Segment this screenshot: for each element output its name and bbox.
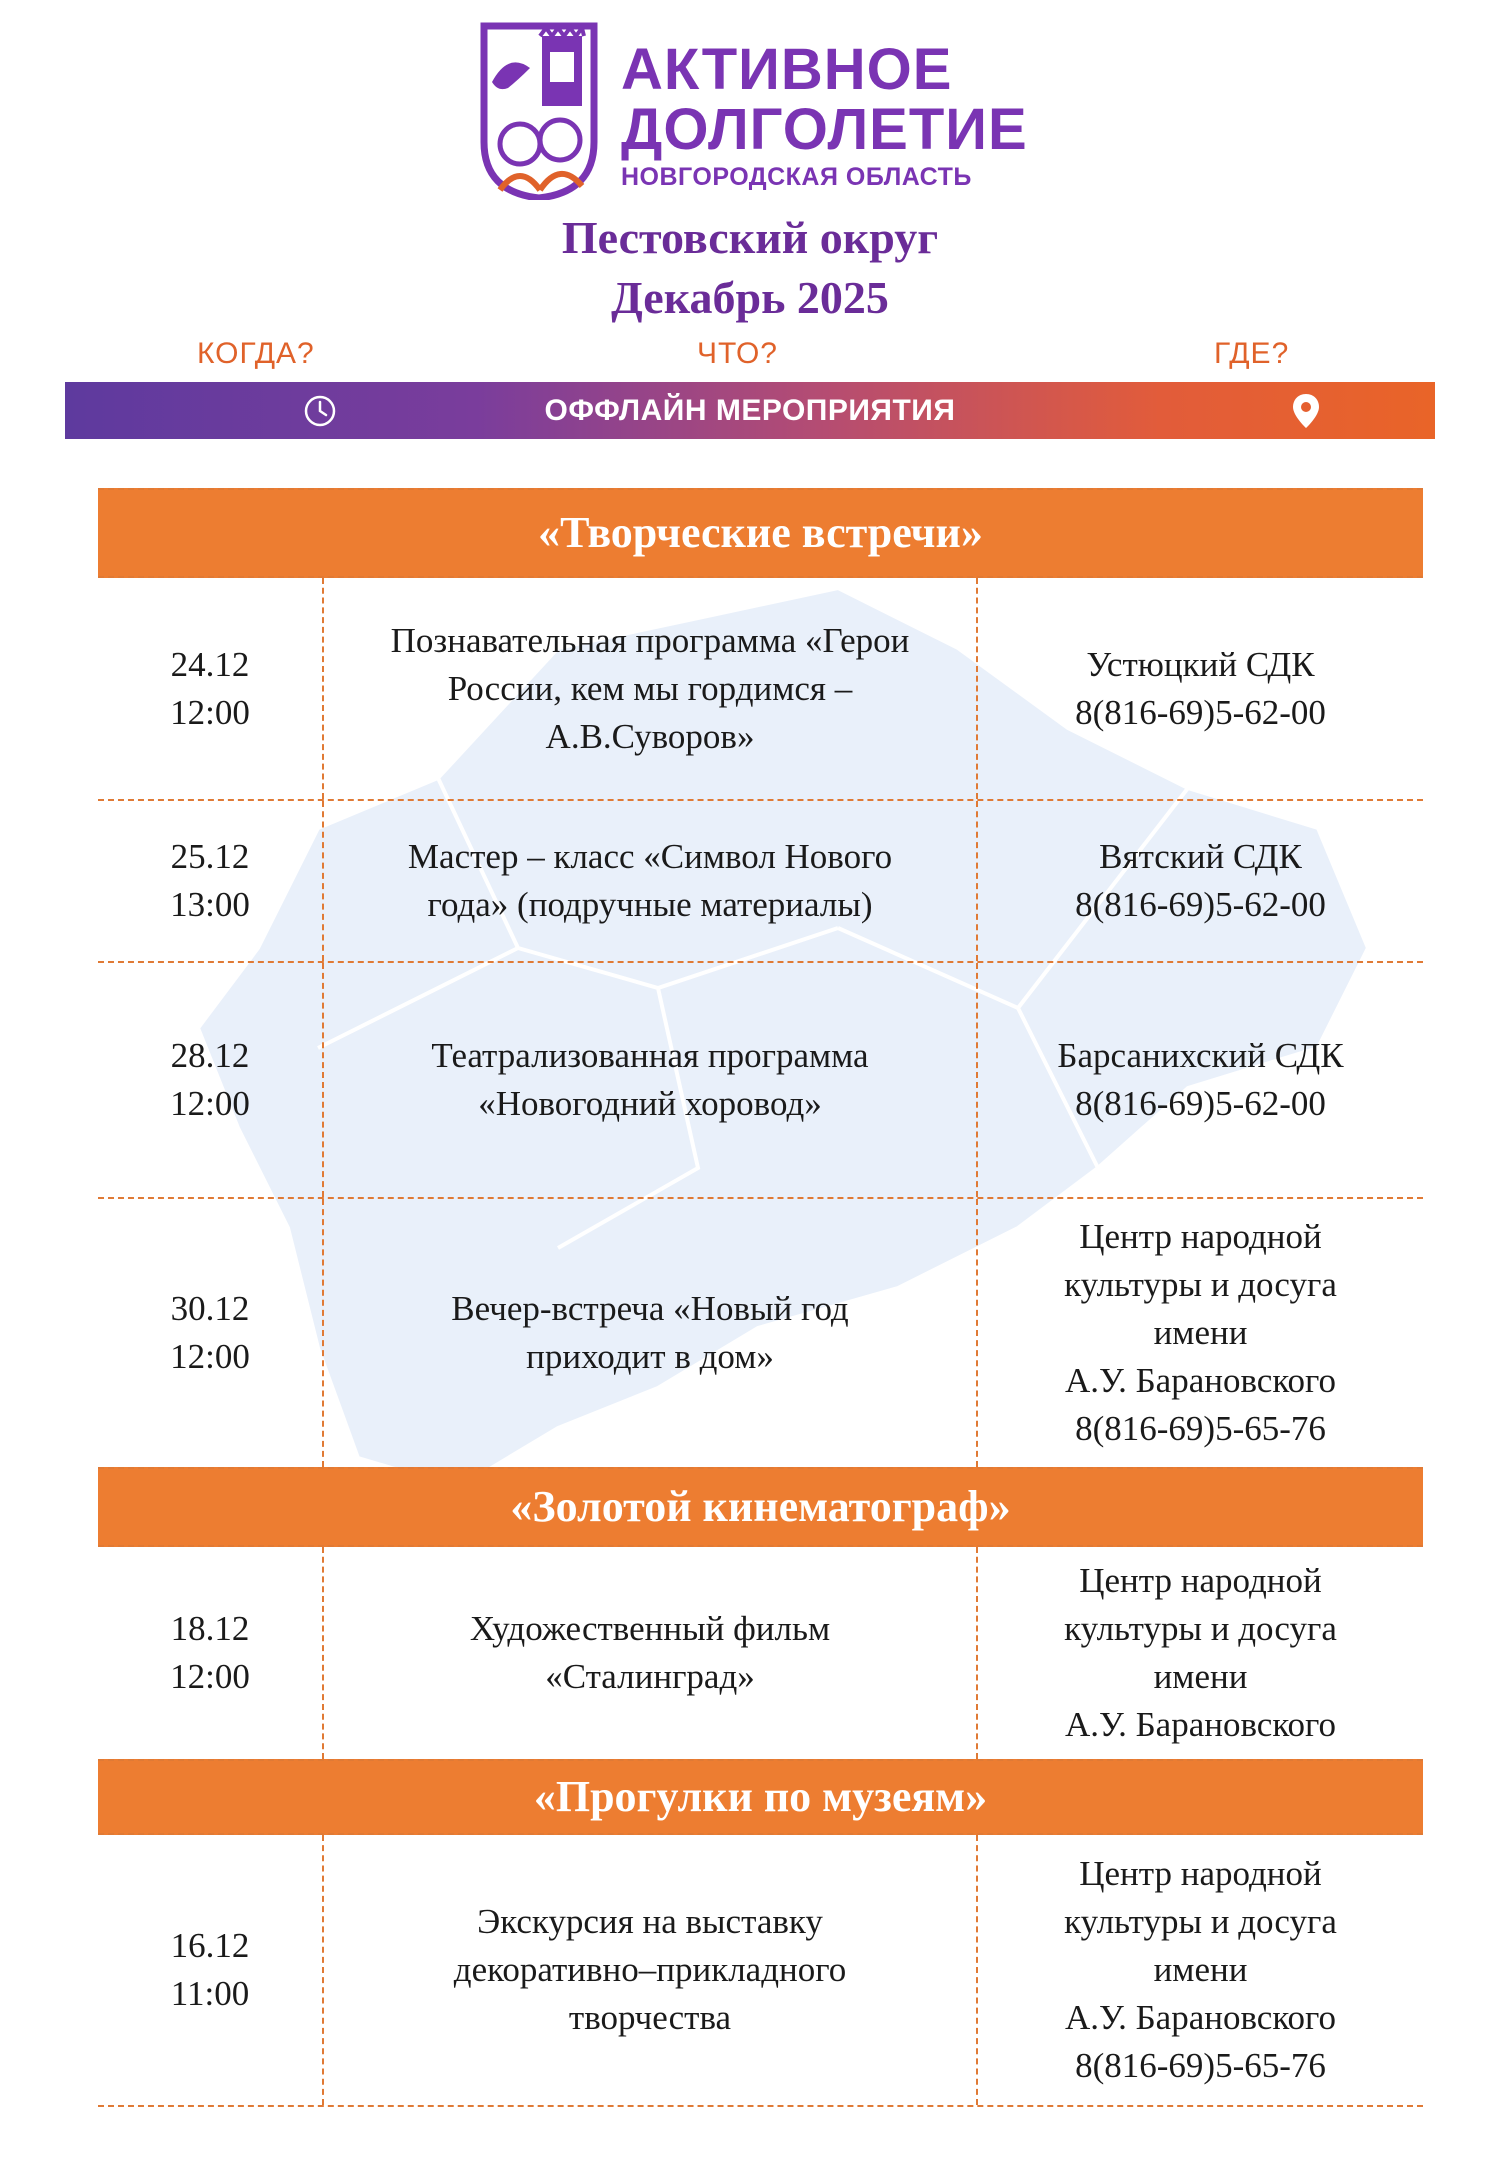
- event-description-line: Познавательная программа «Герои: [390, 620, 910, 660]
- event-date: 28.12: [170, 1036, 250, 1075]
- event-description-line: года» (подручные материалы): [427, 885, 873, 924]
- event-datetime: [98, 1547, 324, 1759]
- event-location-line: Устюцкий СДК: [1086, 644, 1315, 684]
- event-location-line: Центр народной: [1079, 1217, 1322, 1256]
- offline-events-title: ОФФЛАЙН МЕРОПРИЯТИЯ: [544, 394, 956, 427]
- logo-line-3: НОВГОРОДСКАЯ ОБЛАСТЬ: [621, 163, 972, 191]
- page-subtitle: Декабрь 2025: [611, 272, 889, 323]
- table-row: [98, 1835, 1423, 2107]
- logo-line-1: АКТИВНОЕ: [621, 37, 953, 102]
- event-description-line: «Новогодний хоровод»: [478, 1084, 822, 1123]
- event-location-line: имени: [1153, 1950, 1248, 1989]
- event-time: 12:00: [170, 692, 250, 732]
- event-phone: 8(816-69)5-65-76: [1075, 1409, 1326, 1448]
- logo-line-2: ДОЛГОЛЕТИЕ: [621, 97, 1028, 162]
- events-table: [98, 488, 1423, 2107]
- offline-events-bar: [65, 382, 1435, 439]
- logo-emblem-icon: [478, 22, 600, 200]
- event-location-line: культуры и досуга: [1064, 1609, 1337, 1648]
- header-what-label: ЧТО?: [697, 337, 778, 370]
- event-location-line: А.У. Барановского: [1064, 1361, 1337, 1400]
- event-date: 25.12: [170, 837, 250, 876]
- event-location: [978, 1835, 1423, 2105]
- location-pin-icon: [1290, 392, 1322, 430]
- event-phone: 8(816-69)5-62-00: [1075, 1084, 1326, 1123]
- event-description: [324, 963, 978, 1197]
- event-location: [978, 801, 1423, 961]
- event-time: 11:00: [170, 1974, 250, 2013]
- event-time: 12:00: [170, 1084, 250, 1123]
- event-description-line: декоративно–прикладного: [453, 1950, 847, 1989]
- event-location: [978, 1547, 1423, 1759]
- event-time: 12:00: [170, 1657, 250, 1696]
- event-phone: 8(816-69)5-65-76: [1075, 2046, 1326, 2085]
- event-location-line: А.У. Барановского: [1064, 1705, 1337, 1744]
- event-description-line: приходит в дом»: [526, 1337, 774, 1376]
- event-description: [324, 1547, 978, 1759]
- event-description: [324, 1199, 978, 1467]
- logo-wordmark: [621, 37, 1041, 192]
- event-datetime: [98, 801, 324, 961]
- section-header-golden-cinema: «Золотой кинематограф»: [98, 1467, 1423, 1547]
- event-location-line: Центр народной: [1079, 1561, 1322, 1600]
- section-header-creative-meetings: «Творческие встречи»: [98, 488, 1423, 578]
- page-title: Пестовский округ: [561, 212, 939, 263]
- event-location-line: Барсанихский СДК: [1057, 1036, 1344, 1075]
- event-date: 16.12: [170, 1926, 250, 1965]
- header-where-label: ГДЕ?: [1214, 337, 1290, 370]
- section-header-museum-walks: «Прогулки по музеям»: [98, 1759, 1423, 1835]
- event-time: 12:00: [170, 1337, 250, 1376]
- event-date: 18.12: [170, 1609, 250, 1648]
- event-location-line: А.У. Барановского: [1064, 1998, 1337, 2037]
- event-description-line: Мастер – класс «Символ Нового: [407, 837, 893, 876]
- event-phone: 8(816-69)5-62-00: [1075, 885, 1326, 924]
- event-description-line: Театрализованная программа: [431, 1036, 869, 1075]
- table-row: [98, 1547, 1423, 1759]
- event-datetime: [98, 578, 324, 799]
- event-location: [978, 1199, 1423, 1467]
- event-location-line: имени: [1153, 1657, 1248, 1696]
- event-datetime: [98, 1199, 324, 1467]
- event-location-line: Вятский СДК: [1099, 837, 1302, 876]
- event-location: [978, 578, 1423, 799]
- event-description-line: «Сталинград»: [545, 1657, 755, 1696]
- event-datetime: [98, 963, 324, 1197]
- event-description-line: Художественный фильм: [469, 1609, 831, 1648]
- event-description: [324, 578, 978, 799]
- event-description-line: Вечер-встреча «Новый год: [451, 1289, 849, 1328]
- event-description-line: России, кем мы гордимся –: [447, 668, 853, 708]
- event-phone: 8(816-69)5-62-00: [1075, 692, 1326, 732]
- table-row: [98, 578, 1423, 801]
- header-when-label: КОГДА?: [197, 337, 315, 370]
- event-location-line: культуры и досуга: [1064, 1902, 1337, 1941]
- event-location: [978, 963, 1423, 1197]
- event-description: [324, 801, 978, 961]
- event-location-line: культуры и досуга: [1064, 1265, 1337, 1304]
- event-time: 13:00: [170, 885, 250, 924]
- event-description: [324, 1835, 978, 2105]
- event-location-line: Центр народной: [1079, 1854, 1322, 1893]
- event-description-line: А.В.Суворов»: [545, 716, 755, 756]
- event-description-line: творчества: [568, 1998, 732, 2037]
- event-date: 24.12: [170, 644, 250, 684]
- table-row: [98, 963, 1423, 1199]
- event-datetime: [98, 1835, 324, 2105]
- logo: [478, 22, 1038, 200]
- table-row: [98, 1199, 1423, 1467]
- table-row: [98, 801, 1423, 963]
- event-description-line: Экскурсия на выставку: [477, 1902, 823, 1941]
- event-date: 30.12: [170, 1289, 250, 1328]
- event-location-line: имени: [1153, 1313, 1248, 1352]
